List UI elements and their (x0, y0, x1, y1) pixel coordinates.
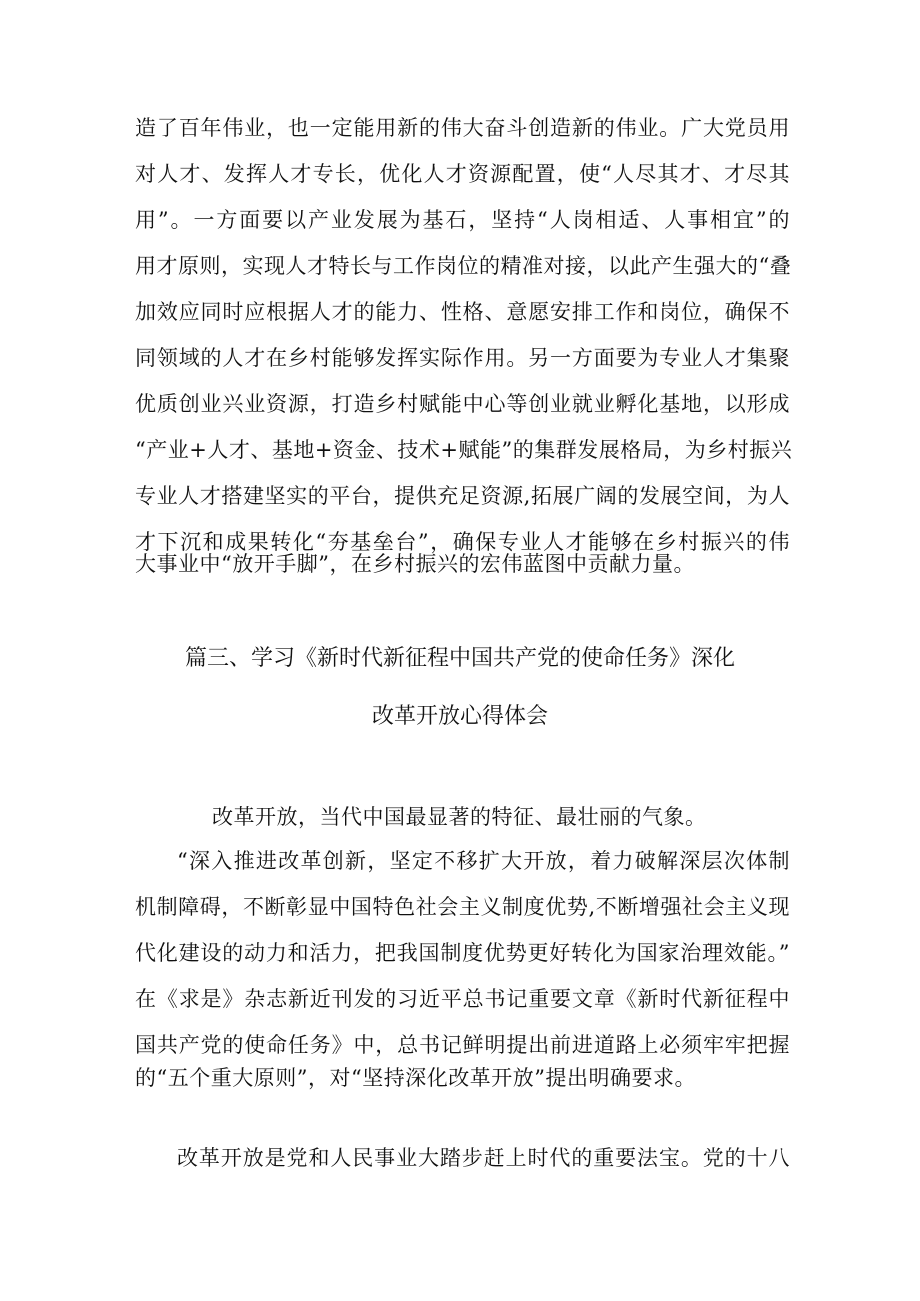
paragraph-line: 同领域的人才在乡村能够发挥实际作用。另一方面要为专业人才集聚 (135, 346, 790, 370)
paragraph-line: “产业+人才、基地+资金、技术+赋能”的集群发展格局，为乡村振兴 (135, 438, 793, 462)
quote-line: 机制障碍，不断彰显中国特色社会主义制度优势,不断增强社会主义现 (135, 895, 790, 919)
next-paragraph-line: 改革开放是党和人民事业大踏步赶上时代的重要法宝。党的十八 (177, 1146, 790, 1170)
section-title-line-2: 改革开放心得体会 (371, 704, 548, 729)
quote-line: 的“五个重大原则”，对“坚持深化改革开放”提出明确要求。 (135, 1066, 696, 1090)
paragraph-line: 优质创业兴业资源，打造乡村赋能中心等创业就业孵化基地，以形成 (135, 392, 790, 416)
quote-line: 代化建设的动力和活力，把我国制度优势更好转化为国家治理效能。” (135, 941, 790, 965)
paragraph-line: 大事业中“放开手脚”，在乡村振兴的宏伟蓝图中贡献力量。 (135, 552, 695, 576)
intro-sentence: 改革开放，当代中国最显著的特征、最壮丽的气象。 (212, 805, 707, 829)
quote-line: “深入推进改革创新，坚定不移扩大开放，着力破解深层次体制 (177, 849, 790, 873)
quote-line: 国共产党的使命任务》中，总书记鲜明提出前进道路上必须牢牢把握 (135, 1033, 790, 1057)
paragraph-line: 造了百年伟业，也一定能用新的伟大奋斗创造新的伟业。广大党员用 (135, 116, 790, 140)
paragraph-line: 加效应同时应根据人才的能力、性格、意愿安排工作和岗位，确保不 (135, 300, 790, 324)
paragraph-line: 用”。一方面要以产业发展为基石，坚持“人岗相适、人事相宜”的 (135, 208, 790, 232)
paragraph-line: 才下沉和成果转化“夯基垒台”，确保专业人才能够在乡村振兴的伟 (135, 530, 790, 554)
paragraph-line: 对人才、发挥人才专长，优化人才资源配置，使“人尽其才、才尽其 (135, 162, 790, 186)
section-title-line-1: 篇三、学习《新时代新征程中国共产党的使命任务》深化 (184, 646, 735, 671)
quote-line: 在《求是》杂志新近刊发的习近平总书记重要文章《新时代新征程中 (135, 987, 790, 1011)
paragraph-line: 专业人才搭建坚实的平台，提供充足资源,拓展广阔的发展空间，为人 (135, 484, 790, 508)
paragraph-line: 用才原则，实现人才特长与工作岗位的精准对接，以此产生强大的“叠 (135, 254, 792, 278)
